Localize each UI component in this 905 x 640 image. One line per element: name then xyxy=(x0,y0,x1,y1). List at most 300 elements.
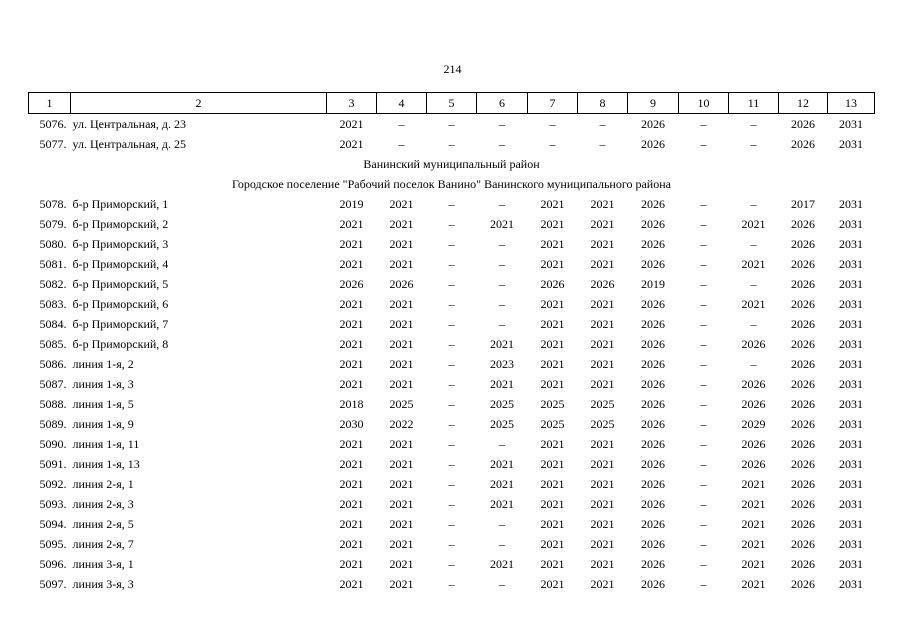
column-header-3: 3 xyxy=(327,93,377,114)
year-cell: – xyxy=(448,357,455,371)
row-number: 5085. xyxy=(39,337,67,351)
table-row xyxy=(29,274,875,294)
year-cell: 2021 xyxy=(389,317,414,331)
year-cell: – xyxy=(700,577,707,591)
year-cell: 2021 xyxy=(741,217,766,231)
row-number: 5084. xyxy=(39,317,67,331)
year-cell: 2031 xyxy=(839,417,863,431)
row-number: 5086. xyxy=(39,357,67,371)
year-cell: – xyxy=(599,137,606,151)
row-number: 5096. xyxy=(39,557,67,571)
year-cell: 2021 xyxy=(540,237,565,251)
header-row xyxy=(29,93,875,114)
year-cell: 2021 xyxy=(741,257,766,271)
year-cell: – xyxy=(499,317,505,331)
year-cell: – xyxy=(499,297,505,311)
year-cell: – xyxy=(398,117,405,131)
year-cell: 2026 xyxy=(641,337,665,351)
year-cell: 2021 xyxy=(339,437,364,451)
year-cell: 2031 xyxy=(839,297,863,311)
year-cell: – xyxy=(499,197,505,211)
year-cell: 2021 xyxy=(339,537,364,551)
year-cell: 2021 xyxy=(490,457,514,471)
year-cell: – xyxy=(398,137,405,151)
year-cell: 2023 xyxy=(490,357,514,371)
section-heading-row xyxy=(29,154,875,174)
year-cell: 2026 xyxy=(540,277,565,291)
year-cell: – xyxy=(448,337,455,351)
year-cell: – xyxy=(700,517,707,531)
address-cell: линия 2-я, 5 xyxy=(72,517,134,531)
row-number: 5089. xyxy=(39,417,67,431)
address-cell: линия 3-я, 3 xyxy=(72,577,134,591)
table-row xyxy=(29,194,875,214)
column-header-8: 8 xyxy=(578,93,628,114)
year-cell: 2021 xyxy=(339,337,364,351)
year-cell: 2026 xyxy=(741,337,766,351)
table-row xyxy=(29,254,875,274)
year-cell: 2021 xyxy=(741,517,766,531)
year-cell: – xyxy=(700,437,707,451)
year-cell: 2025 xyxy=(540,417,565,431)
year-cell: – xyxy=(549,137,556,151)
table-row xyxy=(29,214,875,234)
year-cell: 2026 xyxy=(791,517,815,531)
year-cell: 2021 xyxy=(590,557,615,571)
column-header-13: 13 xyxy=(828,93,875,114)
year-cell: 2026 xyxy=(791,117,815,131)
year-cell: – xyxy=(700,457,707,471)
column-header-5: 5 xyxy=(427,93,477,114)
address-cell: линия 1-я, 3 xyxy=(72,377,134,391)
address-cell: линия 1-я, 11 xyxy=(72,437,140,451)
year-cell: 2026 xyxy=(741,457,766,471)
year-cell: 2021 xyxy=(339,457,364,471)
year-cell: – xyxy=(448,377,455,391)
address-cell: б-р Приморский, 8 xyxy=(72,337,169,351)
table-body xyxy=(29,114,875,595)
year-cell: 2021 xyxy=(540,577,565,591)
table-row xyxy=(29,134,875,154)
year-cell: 2021 xyxy=(590,377,615,391)
year-cell: 2021 xyxy=(339,257,364,271)
table-row xyxy=(29,474,875,494)
year-cell: – xyxy=(700,197,707,211)
table-row xyxy=(29,514,875,534)
year-cell: 2021 xyxy=(490,377,514,391)
year-cell: 2031 xyxy=(839,377,863,391)
column-header-10: 10 xyxy=(679,93,729,114)
year-cell: – xyxy=(499,117,505,131)
year-cell: – xyxy=(750,137,757,151)
year-cell: 2026 xyxy=(791,497,815,511)
year-cell: – xyxy=(700,137,707,151)
year-cell: 2026 xyxy=(641,537,665,551)
table-row xyxy=(29,454,875,474)
year-cell: 2021 xyxy=(339,117,364,131)
address-cell: линия 1-я, 2 xyxy=(72,357,134,371)
year-cell: 2021 xyxy=(389,497,414,511)
row-number: 5077. xyxy=(39,137,67,151)
table-row xyxy=(29,314,875,334)
year-cell: 2021 xyxy=(389,257,414,271)
year-cell: – xyxy=(448,297,455,311)
year-cell: 2026 xyxy=(791,577,815,591)
year-cell: 2026 xyxy=(791,457,815,471)
year-cell: 2021 xyxy=(389,557,414,571)
year-cell: 2030 xyxy=(339,417,364,431)
column-header-4: 4 xyxy=(377,93,427,114)
section-heading: Ванинский муниципальный район xyxy=(363,157,540,171)
year-cell: – xyxy=(750,197,757,211)
year-cell: – xyxy=(700,217,707,231)
row-number: 5087. xyxy=(39,377,67,391)
year-cell: – xyxy=(448,397,455,411)
year-cell: 2021 xyxy=(490,337,514,351)
table-header xyxy=(29,93,875,114)
year-cell: 2021 xyxy=(339,317,364,331)
year-cell: 2017 xyxy=(791,197,815,211)
year-cell: 2026 xyxy=(590,277,615,291)
year-cell: 2021 xyxy=(540,437,565,451)
year-cell: 2031 xyxy=(839,197,863,211)
year-cell: 2026 xyxy=(641,217,665,231)
year-cell: 2026 xyxy=(641,417,665,431)
year-cell: – xyxy=(700,417,707,431)
year-cell: 2021 xyxy=(540,217,565,231)
year-cell: 2021 xyxy=(590,337,615,351)
year-cell: 2025 xyxy=(490,397,514,411)
year-cell: 2021 xyxy=(590,357,615,371)
year-cell: 2021 xyxy=(490,477,514,491)
address-cell: б-р Приморский, 4 xyxy=(72,257,169,271)
year-cell: – xyxy=(448,417,455,431)
year-cell: – xyxy=(700,397,707,411)
year-cell: 2021 xyxy=(389,537,414,551)
year-cell: – xyxy=(448,477,455,491)
year-cell: – xyxy=(448,217,455,231)
year-cell: 2021 xyxy=(339,217,364,231)
table-row xyxy=(29,114,875,135)
year-cell: 2019 xyxy=(339,197,364,211)
year-cell: 2026 xyxy=(641,317,665,331)
year-cell: 2031 xyxy=(839,257,863,271)
year-cell: 2021 xyxy=(741,557,766,571)
year-cell: 2021 xyxy=(540,557,565,571)
year-cell: 2026 xyxy=(741,397,766,411)
column-header-1: 1 xyxy=(29,93,71,114)
year-cell: – xyxy=(499,257,505,271)
address-cell: линия 2-я, 3 xyxy=(72,497,134,511)
year-cell: 2026 xyxy=(641,117,665,131)
table-row xyxy=(29,354,875,374)
year-cell: – xyxy=(700,557,707,571)
year-cell: – xyxy=(499,437,505,451)
table-row xyxy=(29,554,875,574)
address-cell: линия 1-я, 9 xyxy=(72,417,134,431)
row-number: 5090. xyxy=(39,437,67,451)
year-cell: – xyxy=(700,357,707,371)
row-number: 5078. xyxy=(39,197,67,211)
year-cell: 2026 xyxy=(791,257,815,271)
year-cell: – xyxy=(750,117,757,131)
year-cell: – xyxy=(700,337,707,351)
address-cell: б-р Приморский, 2 xyxy=(72,217,169,231)
year-cell: 2019 xyxy=(641,277,665,291)
schedule-table xyxy=(28,92,875,594)
year-cell: – xyxy=(448,277,455,291)
column-header-11: 11 xyxy=(729,93,779,114)
year-cell: 2026 xyxy=(641,557,665,571)
year-cell: 2031 xyxy=(839,217,863,231)
address-cell: ул. Центральная, д. 25 xyxy=(72,137,187,151)
year-cell: 2021 xyxy=(389,517,414,531)
year-cell: 2031 xyxy=(839,137,863,151)
year-cell: 2021 xyxy=(590,297,615,311)
year-cell: 2021 xyxy=(590,197,615,211)
year-cell: 2029 xyxy=(741,417,766,431)
year-cell: 2021 xyxy=(590,257,615,271)
year-cell: 2025 xyxy=(490,417,514,431)
year-cell: 2021 xyxy=(389,237,414,251)
year-cell: – xyxy=(700,537,707,551)
address-cell: линия 3-я, 1 xyxy=(72,557,134,571)
year-cell: 2022 xyxy=(389,417,414,431)
year-cell: – xyxy=(700,277,707,291)
year-cell: 2026 xyxy=(791,277,815,291)
year-cell: – xyxy=(448,457,455,471)
table-row xyxy=(29,414,875,434)
table-row xyxy=(29,234,875,254)
year-cell: 2021 xyxy=(590,517,615,531)
year-cell: 2021 xyxy=(741,537,766,551)
year-cell: 2031 xyxy=(839,577,863,591)
year-cell: 2026 xyxy=(641,457,665,471)
year-cell: 2026 xyxy=(641,357,665,371)
column-header-9: 9 xyxy=(628,93,679,114)
year-cell: 2026 xyxy=(641,517,665,531)
year-cell: 2021 xyxy=(590,237,615,251)
year-cell: – xyxy=(750,277,757,291)
row-number: 5091. xyxy=(39,457,67,471)
year-cell: 2021 xyxy=(389,437,414,451)
year-cell: 2026 xyxy=(339,277,364,291)
row-number: 5080. xyxy=(39,237,67,251)
year-cell: – xyxy=(448,117,455,131)
table-row xyxy=(29,434,875,454)
year-cell: 2021 xyxy=(540,477,565,491)
row-number: 5097. xyxy=(39,577,67,591)
year-cell: 2021 xyxy=(540,457,565,471)
year-cell: 2026 xyxy=(791,477,815,491)
year-cell: 2021 xyxy=(339,357,364,371)
year-cell: 2018 xyxy=(339,397,364,411)
table-row xyxy=(29,294,875,314)
year-cell: – xyxy=(448,577,455,591)
year-cell: 2031 xyxy=(839,337,863,351)
year-cell: 2026 xyxy=(791,377,815,391)
address-cell: ул. Центральная, д. 23 xyxy=(72,117,187,131)
year-cell: 2021 xyxy=(590,437,615,451)
year-cell: – xyxy=(499,137,505,151)
year-cell: 2026 xyxy=(641,397,665,411)
year-cell: 2031 xyxy=(839,477,863,491)
year-cell: – xyxy=(549,117,556,131)
address-cell: б-р Приморский, 5 xyxy=(72,277,169,291)
year-cell: 2026 xyxy=(791,217,815,231)
year-cell: 2021 xyxy=(590,497,615,511)
year-cell: 2021 xyxy=(389,197,414,211)
year-cell: 2021 xyxy=(540,517,565,531)
year-cell: 2021 xyxy=(389,297,414,311)
row-number: 5076. xyxy=(39,117,67,131)
year-cell: 2026 xyxy=(791,397,815,411)
year-cell: 2026 xyxy=(791,417,815,431)
year-cell: 2026 xyxy=(641,137,665,151)
table-row xyxy=(29,494,875,514)
year-cell: – xyxy=(750,317,757,331)
year-cell: – xyxy=(700,377,707,391)
year-cell: 2026 xyxy=(641,577,665,591)
address-cell: б-р Приморский, 1 xyxy=(72,197,169,211)
address-cell: линия 2-я, 7 xyxy=(72,537,134,551)
year-cell: 2021 xyxy=(389,217,414,231)
year-cell: – xyxy=(700,477,707,491)
table-row xyxy=(29,334,875,354)
year-cell: 2021 xyxy=(540,357,565,371)
year-cell: 2021 xyxy=(339,497,364,511)
year-cell: – xyxy=(750,237,757,251)
year-cell: – xyxy=(700,237,707,251)
year-cell: 2026 xyxy=(791,337,815,351)
year-cell: 2026 xyxy=(791,137,815,151)
year-cell: 2021 xyxy=(389,577,414,591)
year-cell: 2026 xyxy=(791,557,815,571)
year-cell: 2021 xyxy=(490,557,514,571)
address-cell: линия 2-я, 1 xyxy=(72,477,134,491)
year-cell: 2021 xyxy=(741,297,766,311)
year-cell: 2031 xyxy=(839,537,863,551)
year-cell: – xyxy=(599,117,606,131)
year-cell: 2021 xyxy=(389,357,414,371)
year-cell: 2026 xyxy=(641,257,665,271)
year-cell: 2031 xyxy=(839,117,863,131)
year-cell: 2025 xyxy=(590,397,615,411)
year-cell: 2026 xyxy=(641,197,665,211)
year-cell: – xyxy=(499,237,505,251)
year-cell: 2026 xyxy=(791,357,815,371)
year-cell: 2021 xyxy=(590,317,615,331)
year-cell: – xyxy=(750,357,757,371)
year-cell: 2021 xyxy=(590,477,615,491)
year-cell: 2031 xyxy=(839,457,863,471)
table-row xyxy=(29,374,875,394)
year-cell: 2026 xyxy=(641,437,665,451)
year-cell: 2021 xyxy=(339,577,364,591)
year-cell: – xyxy=(448,257,455,271)
address-cell: б-р Приморский, 3 xyxy=(72,237,169,251)
year-cell: 2021 xyxy=(540,497,565,511)
year-cell: 2021 xyxy=(741,477,766,491)
year-cell: 2021 xyxy=(339,517,364,531)
year-cell: 2026 xyxy=(641,237,665,251)
year-cell: 2026 xyxy=(791,537,815,551)
year-cell: 2026 xyxy=(741,437,766,451)
year-cell: 2021 xyxy=(389,457,414,471)
column-header-12: 12 xyxy=(779,93,828,114)
year-cell: 2026 xyxy=(791,437,815,451)
address-cell: б-р Приморский, 7 xyxy=(72,317,169,331)
year-cell: – xyxy=(448,497,455,511)
year-cell: 2021 xyxy=(741,497,766,511)
year-cell: 2026 xyxy=(791,317,815,331)
section-heading-row xyxy=(29,174,875,194)
year-cell: 2021 xyxy=(339,557,364,571)
year-cell: 2021 xyxy=(490,217,514,231)
year-cell: – xyxy=(448,537,455,551)
year-cell: 2021 xyxy=(490,497,514,511)
year-cell: 2026 xyxy=(389,277,414,291)
year-cell: 2021 xyxy=(590,577,615,591)
year-cell: 2025 xyxy=(590,417,615,431)
column-header-6: 6 xyxy=(477,93,528,114)
year-cell: – xyxy=(448,437,455,451)
table-row xyxy=(29,574,875,594)
year-cell: 2025 xyxy=(540,397,565,411)
row-number: 5093. xyxy=(39,497,67,511)
address-cell: б-р Приморский, 6 xyxy=(72,297,169,311)
table-row xyxy=(29,534,875,554)
year-cell: 2021 xyxy=(540,377,565,391)
year-cell: 2025 xyxy=(389,397,414,411)
year-cell: – xyxy=(448,137,455,151)
year-cell: – xyxy=(700,317,707,331)
row-number: 5092. xyxy=(39,477,67,491)
year-cell: 2021 xyxy=(540,317,565,331)
year-cell: – xyxy=(448,237,455,251)
year-cell: 2021 xyxy=(339,137,364,151)
year-cell: – xyxy=(499,277,505,291)
year-cell: – xyxy=(448,517,455,531)
year-cell: 2031 xyxy=(839,497,863,511)
row-number: 5079. xyxy=(39,217,67,231)
row-number: 5081. xyxy=(39,257,67,271)
page-number: 214 xyxy=(443,62,462,76)
year-cell: – xyxy=(700,497,707,511)
year-cell: 2031 xyxy=(839,437,863,451)
year-cell: – xyxy=(448,557,455,571)
year-cell: 2021 xyxy=(540,537,565,551)
row-number: 5088. xyxy=(39,397,67,411)
year-cell: 2031 xyxy=(839,517,863,531)
year-cell: 2021 xyxy=(339,377,364,391)
address-cell: линия 1-я, 5 xyxy=(72,397,134,411)
year-cell: 2021 xyxy=(540,297,565,311)
year-cell: – xyxy=(448,197,455,211)
year-cell: 2021 xyxy=(590,537,615,551)
year-cell: 2026 xyxy=(641,377,665,391)
year-cell: 2021 xyxy=(590,217,615,231)
year-cell: – xyxy=(700,297,707,311)
year-cell: – xyxy=(448,317,455,331)
year-cell: 2021 xyxy=(540,197,565,211)
year-cell: 2026 xyxy=(641,497,665,511)
year-cell: 2021 xyxy=(389,477,414,491)
year-cell: 2021 xyxy=(339,477,364,491)
address-cell: линия 1-я, 13 xyxy=(72,457,140,471)
column-header-2: 2 xyxy=(71,93,327,114)
year-cell: – xyxy=(700,117,707,131)
